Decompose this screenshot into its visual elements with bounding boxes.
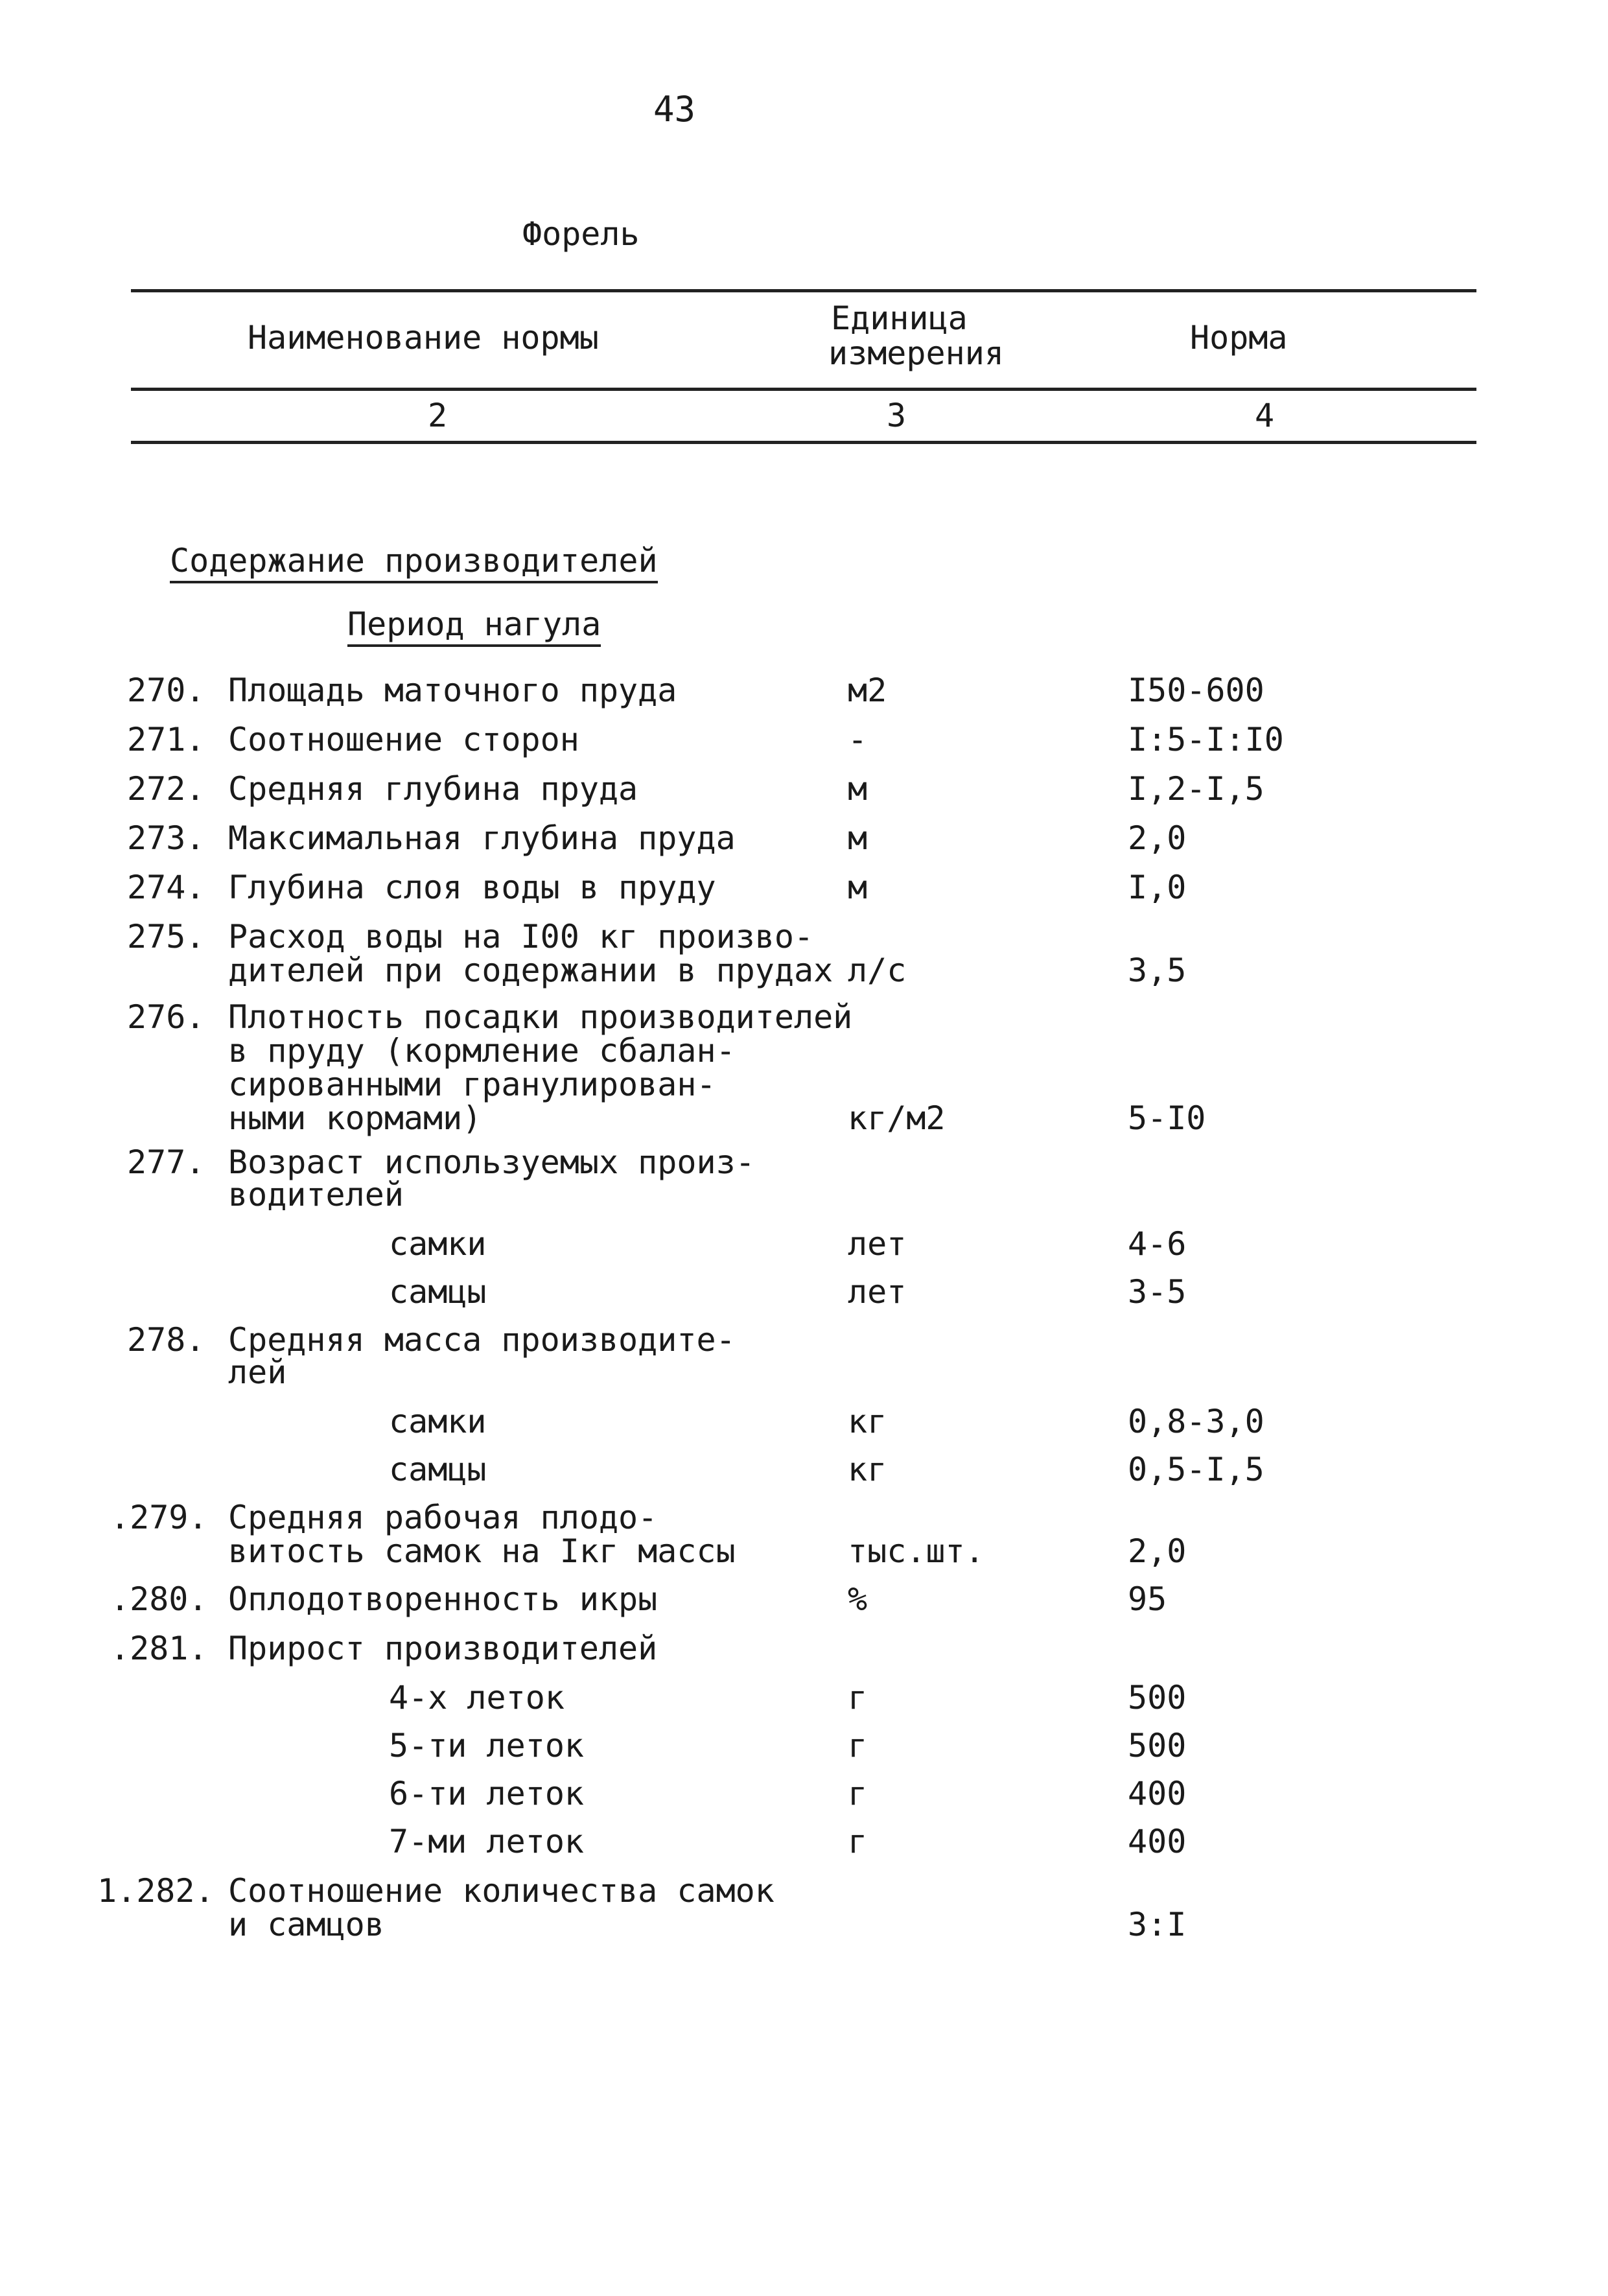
row-norm: I50-600	[1128, 672, 1264, 709]
row-number: 275.	[127, 918, 205, 955]
row-norm: 0,5-I,5	[1128, 1451, 1264, 1488]
row-unit: г	[848, 1679, 868, 1716]
header-index-name: 2	[428, 397, 448, 434]
subrow-label: самки	[389, 1403, 487, 1440]
subrow-label: самцы	[389, 1451, 487, 1488]
row-unit: %	[848, 1580, 868, 1618]
row-norm: I:5-I:I0	[1128, 721, 1284, 758]
row-norm: 3:I	[1128, 1906, 1187, 1943]
row-norm: 500	[1128, 1679, 1187, 1716]
row-number: 273.	[127, 819, 205, 857]
row-name-line: лей	[228, 1353, 287, 1391]
row-unit: л/с	[848, 952, 907, 989]
row-name-line: Плотность посадки производителей	[228, 998, 853, 1036]
row-name: Средняя глубина пруда	[228, 770, 638, 808]
row-norm: 2,0	[1128, 819, 1187, 857]
row-norm: 4-6	[1128, 1225, 1187, 1263]
row-unit: тыс.шт.	[848, 1532, 985, 1570]
subrow-label: самки	[389, 1225, 487, 1263]
row-name: Максимальная глубина пруда	[228, 819, 736, 857]
row-name: Соотношение сторон	[228, 721, 579, 758]
row-number: 272.	[127, 770, 205, 808]
subrow-label: 6-ти леток	[389, 1775, 585, 1812]
row-unit: г	[848, 1727, 868, 1764]
row-name-line: Возраст используемых произ-	[228, 1143, 755, 1181]
row-unit: м2	[848, 672, 887, 709]
row-unit: лет	[848, 1225, 907, 1263]
row-number: .279.	[110, 1499, 208, 1536]
section-title: Форель	[522, 215, 640, 253]
subsection-heading: Содержание производителей	[170, 545, 658, 583]
row-norm: 0,8-3,0	[1128, 1403, 1264, 1440]
row-name-line: Средняя рабочая плодо-	[228, 1499, 658, 1536]
row-name-line: и самцов	[228, 1906, 384, 1943]
row-name: Оплодотворенность икры	[228, 1580, 658, 1618]
subrow-label: 5-ти леток	[389, 1727, 585, 1764]
row-norm: 95	[1128, 1580, 1167, 1618]
row-norm: 400	[1128, 1775, 1187, 1812]
row-norm: 500	[1128, 1727, 1187, 1764]
page-number: 43	[653, 89, 696, 130]
row-name-line: витость самок на Iкг массы	[228, 1532, 736, 1570]
row-name-line: дителей при содержании в прудах	[228, 952, 833, 989]
row-number: 270.	[127, 672, 205, 709]
header-index-norm: 4	[1255, 397, 1275, 434]
row-unit: м	[848, 869, 868, 906]
row-unit: м	[848, 770, 868, 808]
row-name: Прирост производителей	[228, 1630, 658, 1667]
subrow-label: самцы	[389, 1273, 487, 1311]
row-number: 274.	[127, 869, 205, 906]
header-col-norm: Норма	[1190, 319, 1288, 357]
header-col-name: Наименование нормы	[248, 319, 599, 357]
period-heading: Период нагула	[347, 608, 601, 647]
subrow-label: 4-х леток	[389, 1679, 565, 1716]
row-number: .281.	[110, 1630, 208, 1667]
row-norm: I,0	[1128, 869, 1187, 906]
row-number: .280.	[110, 1580, 208, 1618]
row-name-line: ными кормами)	[228, 1099, 482, 1137]
row-number: 277.	[127, 1143, 205, 1181]
row-norm: 2,0	[1128, 1532, 1187, 1570]
row-name-line: в пруду (кормление сбалан-	[228, 1032, 736, 1070]
header-col-unit-line2: измерения	[828, 334, 1004, 372]
row-number: 271.	[127, 721, 205, 758]
row-norm: 3,5	[1128, 952, 1187, 989]
row-unit: м	[848, 819, 868, 857]
row-norm: 400	[1128, 1823, 1187, 1860]
row-unit: кг	[848, 1403, 887, 1440]
subrow-label: 7-ми леток	[389, 1823, 585, 1860]
row-number: 278.	[127, 1321, 205, 1359]
row-name: Площадь маточного пруда	[228, 672, 677, 709]
row-unit: -	[848, 721, 868, 758]
row-norm: I,2-I,5	[1128, 770, 1264, 808]
row-unit: лет	[848, 1273, 907, 1311]
header-index-unit: 3	[887, 397, 907, 434]
row-unit: кг	[848, 1451, 887, 1488]
row-name: Глубина слоя воды в пруду	[228, 869, 716, 906]
row-unit: кг/м2	[848, 1099, 946, 1137]
row-name-line: Средняя масса производите-	[228, 1321, 736, 1359]
header-rule-bottom	[131, 441, 1476, 444]
row-name-line: Соотношение количества самок	[228, 1872, 775, 1910]
row-name-line: водителей	[228, 1176, 404, 1213]
header-rule-top	[131, 289, 1476, 292]
row-name-line: Расход воды на I00 кг произво-	[228, 918, 814, 955]
row-number: 1.282.	[97, 1872, 215, 1910]
row-unit: г	[848, 1775, 868, 1812]
row-norm: 3-5	[1128, 1273, 1187, 1311]
header-rule-middle	[131, 388, 1476, 391]
row-norm: 5-I0	[1128, 1099, 1206, 1137]
row-unit: г	[848, 1823, 868, 1860]
header-col-unit-line1: Единица	[831, 299, 968, 337]
row-number: 276.	[127, 998, 205, 1036]
row-name-line: сированными гранулирован-	[228, 1066, 716, 1103]
